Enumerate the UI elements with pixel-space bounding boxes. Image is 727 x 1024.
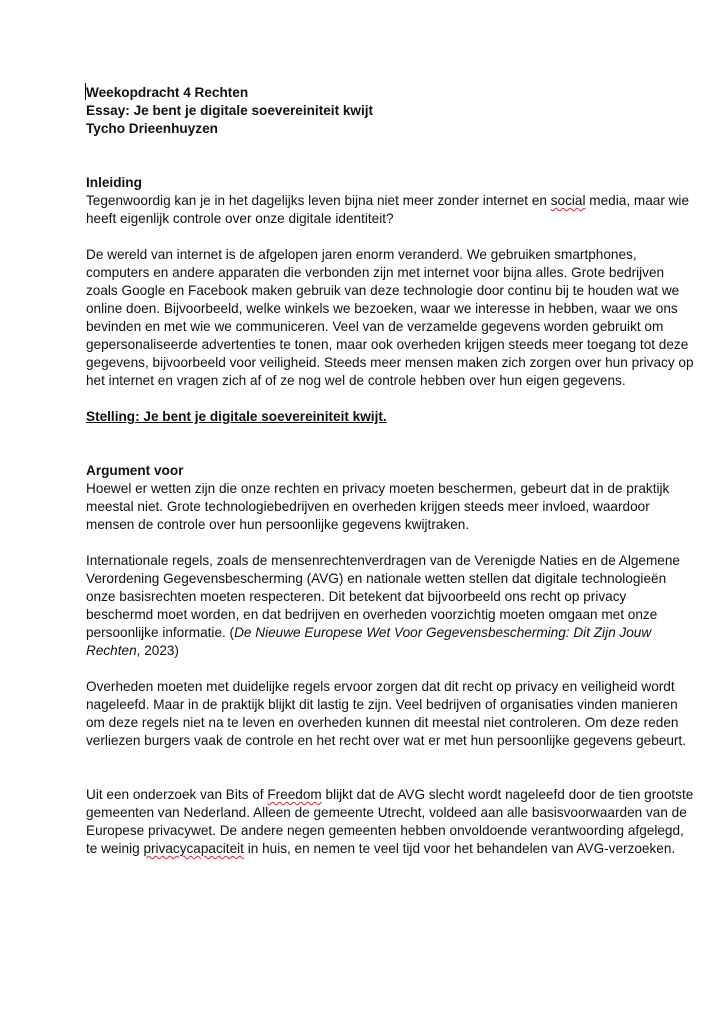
author-name: Tycho Drieenhuyzen [86,121,218,136]
section-heading-inleiding: Inleiding [86,175,142,190]
section-inleiding [86,174,697,390]
text-run: , 2023) [136,643,179,658]
essay-title: Essay: Je bent je digitale soevereiniteit kwijt [86,103,374,118]
citation-title: De Nieuwe Europese Wet Voor Gegevensbescherming: Dit Zijn Jouw Rechten [86,625,652,658]
text-run: Uit een onderzoek van Bits of [86,787,268,802]
argument-paragraph-4 [86,786,697,858]
section-argument-voor [86,462,697,858]
text-run: media, maar wie heeft eigenlijk controle over onze digitale identiteit? [86,193,690,226]
document-header [86,84,697,138]
inleiding-paragraph-1 [86,192,697,228]
inleiding-paragraph-2: De wereld van internet is de afgelopen jaren enorm veranderd. We gebruiken smartphones, computers en andere apparaten die verbonden zijn met internet voor bijna alles. Grote bedrijven zoals Google en Facebook maken gebruik van deze technologie door continu bij te houden wat we online doen. Bijvoorbeeld, welke winkels we bezoeken, waar we interesse in hebben, waar we ons bevinden en met wie we communiceren. Veel van de verzamelde gegevens worden gebruikt om gepersonaliseerde advertenties te tonen, maar ook overheden krijgen steeds meer toegang tot deze gegevens, bijvoorbeeld voor veiligheid. Steeds meer mensen maken zich zorgen over hun privacy op het internet en vragen zich af of ze nog wel de controle hebben over hun eigen gegevens. [86,247,694,388]
spellcheck-word[interactable]: social [550,193,586,208]
text-run: Tegenwoordig kan je in het dagelijks leven bijna niet meer zonder internet en [86,193,551,208]
thesis-statement: Stelling: Je bent je digitale soevereiniteit kwijt. [86,409,387,424]
spellcheck-word[interactable]: privacycapaciteit [143,841,244,856]
text-run: in huis, en nemen te veel tijd voor het behandelen van AVG-verzoeken. [243,841,676,856]
text-run: blijkt dat de AVG slecht wordt nageleefd door de tien grootste gemeenten van Nederland. Alleen de gemeente Utrecht, voldeed aan alle basisvoorwaarden van de Europese privacywet. De andere negen gemeenten hebben onvoldoende verantwoording afgelegd, te weinig [86,787,694,856]
argument-paragraph-2 [86,552,697,660]
text-cursor [85,83,86,100]
argument-paragraph-1: Hoewel er wetten zijn die onze rechten en privacy moeten beschermen, gebeurt dat in de praktijk meestal niet. Grote technologiebedrijven en overheden krijgen steeds meer invloed, waardoor mensen de controle over hun persoonlijke gegevens kwijtraken. [86,481,670,532]
section-heading-argument-voor: Argument voor [86,463,184,478]
text-run: Internationale regels, zoals de mensenrechtenverdragen van de Verenigde Naties en de Algemene Verordening Gegevensbescherming (AVG) en nationale wetten stellen dat digitale technologieën onze basisrechten moeten respecteren. Dit betekent dat bijvoorbeeld ons recht op privacy beschermd moet worden, en dat bedrijven en overheden voorzichtig moeten omgaan met onze persoonlijke informatie. ( [86,553,680,640]
argument-paragraph-3: Overheden moeten met duidelijke regels ervoor zorgen dat dit recht op privacy en veiligheid wordt nageleefd. Maar in de praktijk blijkt dit lastig te zijn. Veel bedrijven of organisaties vinden manieren om deze regels niet na te leven en overheden kunnen dit meestal niet controleren. Om deze reden verliezen burgers vaak de controle en het recht over wat er met hun persoonlijke gegevens gebeurt. [86,679,686,748]
assignment-title: Weekopdracht 4 Rechten [86,85,249,100]
spellcheck-word[interactable]: Freedom [267,787,322,802]
